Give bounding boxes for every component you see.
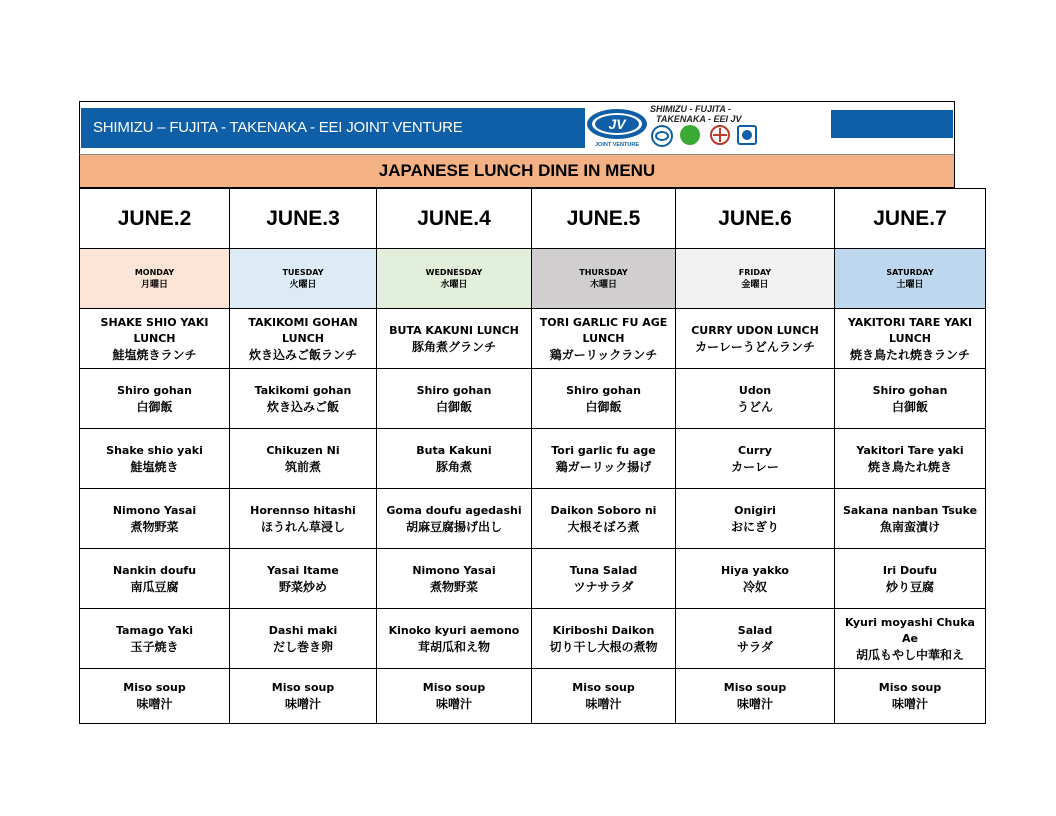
- date-row: [80, 189, 986, 249]
- jv-logo: [584, 104, 770, 152]
- dish-cell: [377, 549, 532, 609]
- dish-name-jp: 冷奴: [742, 579, 767, 594]
- weekday-jp: 金曜日: [741, 279, 769, 290]
- weekday-en: MONDAY: [134, 267, 175, 277]
- dish-name-en: Buta Kakuni: [416, 443, 492, 457]
- lunch-name-en: CURRY UDON LUNCH: [691, 323, 819, 337]
- dish-name-jp: 白御飯: [891, 399, 928, 414]
- weekday-jp: 火曜日: [289, 279, 317, 290]
- lunch-name-en: TAKIKOMI GOHAN LUNCH: [248, 315, 358, 345]
- dish-name-en: Miso soup: [123, 681, 186, 694]
- lunch-name-en: SHAKE SHIO YAKI LUNCH: [100, 315, 209, 345]
- dish-name-en: Nimono Yasai: [112, 503, 197, 517]
- dish-cell: [377, 609, 532, 669]
- dish-cell: [835, 669, 986, 724]
- dish-name-jp: 南瓜豆腐: [130, 579, 179, 594]
- lunch-name-jp: 鶏ガーリックランチ: [549, 347, 658, 362]
- dish-name-en: Miso soup: [572, 681, 635, 694]
- weekday-cell: [676, 249, 835, 309]
- dish-cell: [80, 369, 230, 429]
- dish-name-en: Salad: [737, 623, 773, 637]
- header-blue-box: [831, 110, 953, 138]
- dish-cell: [676, 549, 835, 609]
- lunch-name-en: YAKITORI TARE YAKI LUNCH: [847, 315, 973, 345]
- dish-name-en: Hiya yakko: [721, 563, 789, 577]
- dish-cell: [80, 609, 230, 669]
- dish-name-jp: うどん: [736, 399, 773, 414]
- lunch-set-cell: [377, 309, 532, 369]
- dish-cell: [835, 609, 986, 669]
- menu-sheet: [79, 101, 978, 724]
- lunch-set-cell: [676, 309, 835, 369]
- dish-cell: [532, 669, 676, 724]
- dish-cell: [532, 489, 676, 549]
- dish-row: [80, 549, 986, 609]
- dish-cell: [532, 369, 676, 429]
- dish-name-en: Tamago Yaki: [115, 623, 194, 637]
- date-cell: JUNE.3: [230, 189, 377, 249]
- logo-text-line1: SHIMIZU - FUJITA -: [650, 104, 731, 114]
- dish-row: [80, 369, 986, 429]
- dish-cell: [230, 609, 377, 669]
- dish-name-jp: 切り干し大根の煮物: [549, 639, 658, 654]
- dish-cell: [676, 669, 835, 724]
- lunch-name-jp: 炊き込みご飯ランチ: [248, 347, 357, 362]
- lunch-set-cell: [835, 309, 986, 369]
- weekday-cell: [80, 249, 230, 309]
- dish-name-jp: 味噌汁: [136, 697, 173, 711]
- dish-cell: [676, 609, 835, 669]
- dish-name-en: Tuna Salad: [569, 563, 638, 577]
- weekday-jp: 水曜日: [440, 279, 468, 290]
- dish-cell: [835, 549, 986, 609]
- weekday-cell: [532, 249, 676, 309]
- dish-name-en: Miso soup: [422, 681, 486, 694]
- dish-cell: [230, 369, 377, 429]
- dish-name-jp: 大根そぼろ煮: [567, 519, 640, 534]
- dish-name-jp: 鮭塩焼き: [130, 459, 179, 474]
- lunch-set-cell: [80, 309, 230, 369]
- dish-name-en: Miso soup: [878, 681, 942, 694]
- dish-name-en: Dashi maki: [268, 623, 338, 637]
- date-cell: JUNE.4: [377, 189, 532, 249]
- weekday-cell: [230, 249, 377, 309]
- dish-name-jp: 鶏ガーリック揚げ: [555, 459, 652, 474]
- dish-name-en: Tori garlic fu age: [551, 443, 656, 457]
- dish-name-jp: 白御飯: [136, 399, 173, 414]
- dish-name-jp: 胡瓜もやし中華和え: [855, 647, 964, 662]
- lunch-name-en: BUTA KAKUNI LUNCH: [389, 323, 519, 337]
- dish-name-en: Horennso hitashi: [250, 503, 356, 517]
- dish-cell: [676, 369, 835, 429]
- dish-cell: [532, 609, 676, 669]
- dish-name-jp: 豚角煮: [435, 459, 472, 474]
- dish-cell: [377, 369, 532, 429]
- logo-text-line2: TAKENAKA - EEI JV: [656, 114, 742, 124]
- dish-cell: [230, 429, 377, 489]
- dish-name-en: Shiro gohan: [117, 383, 192, 397]
- dish-cell: [377, 669, 532, 724]
- weekday-en: TUESDAY: [282, 267, 324, 277]
- dish-cell: [230, 549, 377, 609]
- weekday-row: [80, 249, 986, 309]
- logo-caption: JOINT VENTURE: [594, 142, 640, 148]
- weekday-cell: [835, 249, 986, 309]
- dish-name-jp: 玉子焼き: [130, 639, 179, 654]
- dish-name-en: Miso soup: [271, 681, 335, 694]
- dish-name-jp: 味噌汁: [585, 697, 622, 711]
- dish-name-en: Iri Doufu: [882, 563, 938, 577]
- dish-cell: [377, 489, 532, 549]
- dish-name-en: Udon: [738, 383, 772, 397]
- dish-cell: [80, 549, 230, 609]
- menu-title: JAPANESE LUNCH DINE IN MENU: [79, 154, 955, 188]
- dish-name-jp: 焼き鳥たれ焼き: [867, 459, 952, 474]
- dish-name-jp: 炊き込みご飯: [266, 399, 339, 414]
- dish-name-jp: 味噌汁: [284, 697, 321, 711]
- dish-name-jp: 胡麻豆腐揚げ出し: [405, 519, 502, 534]
- dish-name-en: Shiro gohan: [566, 383, 641, 397]
- weekday-en: WEDNESDAY: [425, 267, 483, 277]
- weekday-en: THURSDAY: [579, 267, 628, 277]
- dish-cell: [532, 429, 676, 489]
- weekday-en: SATURDAY: [886, 267, 934, 277]
- weekday-jp: 月曜日: [140, 279, 168, 290]
- dish-row: [80, 669, 986, 724]
- dish-cell: [230, 489, 377, 549]
- lunch-set-cell: [532, 309, 676, 369]
- logo-text: [650, 104, 768, 150]
- header-row: [79, 101, 955, 154]
- dish-name-en: Shiro gohan: [872, 383, 948, 397]
- partner-logos-icon: [650, 124, 768, 148]
- dish-name-en: Miso soup: [723, 681, 787, 694]
- dish-cell: [676, 429, 835, 489]
- dish-name-jp: 味噌汁: [891, 697, 928, 711]
- dish-name-jp: 茸胡瓜和え物: [417, 639, 490, 654]
- dish-name-jp: おにぎり: [730, 519, 779, 534]
- dish-name-jp: 魚南蛮漬け: [879, 519, 940, 534]
- lunch-set-row: [80, 309, 986, 369]
- menu-table: [79, 188, 986, 724]
- dish-name-en: Yakitori Tare yaki: [856, 443, 964, 457]
- dish-name-en: Curry: [738, 443, 772, 457]
- lunch-name-jp: カーレーうどんランチ: [695, 339, 815, 354]
- dish-name-en: Nimono Yasai: [412, 563, 496, 577]
- dish-name-en: Sakana nanban Tsuke: [842, 503, 978, 517]
- lunch-name-jp: 鮭塩焼きランチ: [112, 347, 197, 362]
- dish-name-en: Shake shio yaki: [106, 443, 203, 457]
- weekday-jp: 木曜日: [589, 279, 617, 290]
- dish-cell: [835, 489, 986, 549]
- dish-cell: [835, 429, 986, 489]
- dish-cell: [532, 549, 676, 609]
- dish-name-en: Chikuzen Ni: [266, 443, 340, 457]
- jv-emblem-icon: [584, 108, 650, 148]
- dish-cell: [80, 429, 230, 489]
- dish-name-jp: 味噌汁: [435, 697, 472, 711]
- dish-cell: [377, 429, 532, 489]
- dish-row: [80, 429, 986, 489]
- dish-cell: [230, 669, 377, 724]
- dish-name-en: Kyuri moyashi Chuka Ae: [845, 615, 975, 645]
- dish-name-en: Nankin doufu: [112, 563, 197, 577]
- dish-name-jp: 白御飯: [435, 399, 472, 414]
- date-cell: JUNE.2: [80, 189, 230, 249]
- lunch-name-en: TORI GARLIC FU AGE LUNCH: [539, 315, 668, 345]
- weekday-cell: [377, 249, 532, 309]
- lunch-name-jp: 焼き鳥たれ焼きランチ: [849, 347, 970, 362]
- lunch-set-cell: [230, 309, 377, 369]
- dish-name-jp: 筑前煮: [284, 459, 321, 474]
- dish-name-en: Yasai Itame: [267, 563, 339, 577]
- dish-name-jp: 野菜炒め: [278, 579, 327, 594]
- dish-cell: [676, 489, 835, 549]
- dish-name-en: Shiro gohan: [416, 383, 492, 397]
- date-cell: JUNE.5: [532, 189, 676, 249]
- dish-name-jp: サラダ: [737, 639, 773, 654]
- dish-row: [80, 489, 986, 549]
- dish-name-jp: 味噌汁: [736, 697, 773, 711]
- dish-name-en: Takikomi gohan: [254, 383, 352, 397]
- dish-name-jp: 炒り豆腐: [885, 579, 934, 594]
- dish-name-jp: だし巻き卵: [272, 639, 333, 654]
- weekday-jp: 土曜日: [896, 279, 924, 290]
- dish-name-jp: 煮物野菜: [130, 519, 179, 534]
- dish-name-en: Onigiri: [734, 503, 776, 517]
- dish-row: [80, 609, 986, 669]
- logo-monogram: JV: [608, 116, 626, 132]
- date-cell: JUNE.7: [835, 189, 986, 249]
- dish-name-en: Kiriboshi Daikon: [552, 623, 655, 637]
- dish-name-jp: 煮物野菜: [429, 579, 478, 594]
- dish-cell: [835, 369, 986, 429]
- dish-cell: [80, 489, 230, 549]
- lunch-name-jp: 豚角煮グランチ: [411, 339, 496, 354]
- dish-name-jp: ツナサラダ: [573, 579, 634, 594]
- date-cell: JUNE.6: [676, 189, 835, 249]
- dish-name-jp: 白御飯: [585, 399, 622, 414]
- dish-cell: [80, 669, 230, 724]
- dish-name-jp: ほうれん草浸し: [260, 519, 345, 534]
- dish-name-en: Goma doufu agedashi: [386, 503, 522, 517]
- dish-name-en: Kinoko kyuri aemono: [388, 623, 520, 637]
- company-name: SHIMIZU – FUJITA - TAKENAKA - EEI JOINT VENTURE: [81, 108, 585, 148]
- weekday-en: FRIDAY: [738, 267, 772, 277]
- dish-name-jp: カーレー: [731, 459, 779, 474]
- dish-name-en: Daikon Soboro ni: [550, 503, 657, 517]
